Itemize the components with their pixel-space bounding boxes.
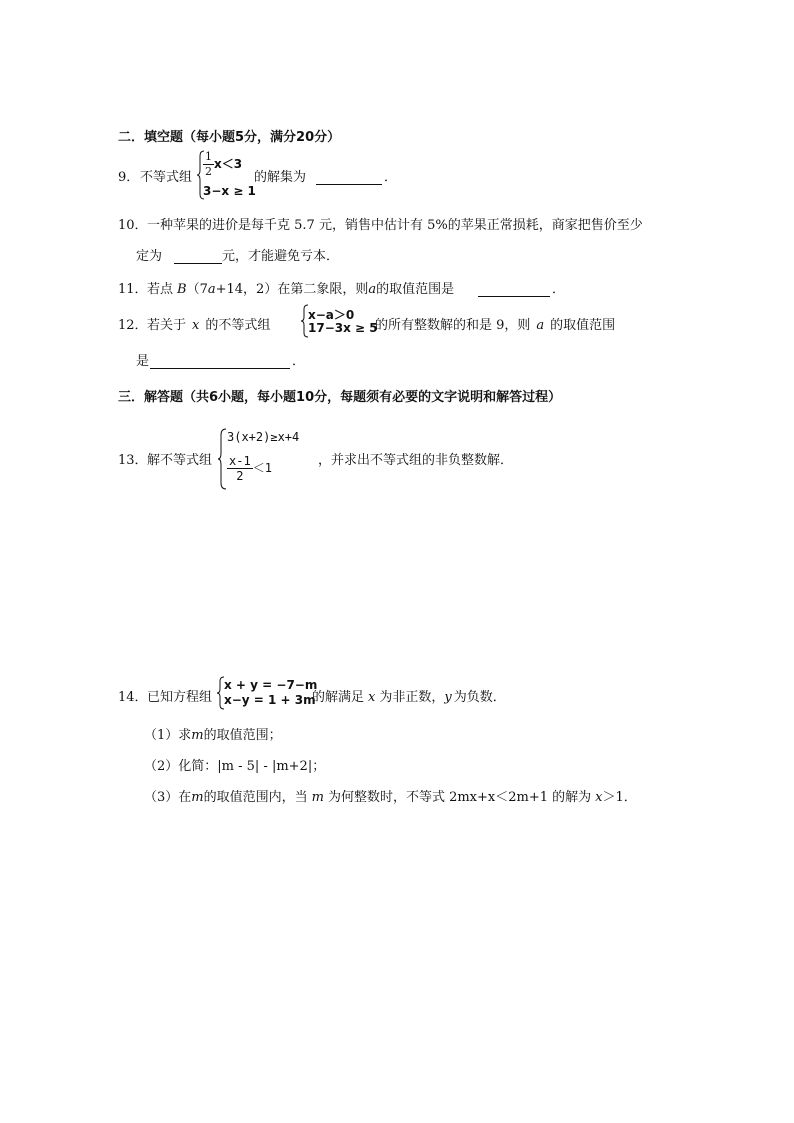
q14-y: y [444,690,452,705]
q14-p3-m1: m [191,790,204,805]
q9-frac-den: 2 [205,165,212,178]
q14-text [312,690,506,706]
q13-system-line1: 3(x+2)≥x+4 [227,430,300,444]
q14-p3-d: ＞1． [602,790,637,805]
section-3-title: 三．解答题（共6小题，每小题10分，每题须有必要的文字说明和解答过程） [118,390,562,405]
q13-prefix: 解不等式组 [147,453,213,468]
q13-system-line2 [227,454,272,483]
q9-system-line2: 3−x ≥ 1 [203,184,256,198]
q14-p3-m2: m [311,790,324,805]
q11-number: 11． [118,282,148,297]
q14-p3-c: 为何整数时，不等式 2mx+x＜2m+1 的解为 [327,790,592,805]
q11-text [147,282,454,298]
q14-p3-a: （3）在 [144,790,192,805]
q14-p3-x: x [595,790,603,805]
q9-frac-num: 1 [205,150,212,163]
q14-system-line1: x + y = −7−m [224,678,318,692]
q9-line1-rest: x＜3 [214,157,243,171]
q11-var-a2: a [368,282,377,297]
q10-line2-b: 元，才能避免亏本． [222,249,340,264]
q11-point: B [177,282,187,297]
q12-text-b [375,318,615,334]
q13-suffix: ，并求出不等式组的非负整数解． [318,453,514,468]
q11-a: 若点 [147,282,174,297]
q14-p1-m: m [191,728,204,743]
q9-end: ． [384,170,398,185]
q14-p1-a: （1）求 [144,728,192,743]
q12-var-a: a [536,318,545,333]
q9-answer-blank[interactable] [316,168,382,185]
q9-system-line1 [203,150,242,179]
q12-system-line2: 17−3x ≥ 5 [308,321,378,335]
q14-part-2: （2）化简：|m - 5| - |m+2|； [144,759,326,774]
q11-d: 的取值范围是 [376,282,455,297]
q13-number: 13． [118,453,148,468]
q13-line2-rest: ＜1 [252,461,272,475]
q12-answer-blank[interactable] [150,352,290,369]
q14-system-line2: x−y = 1 + 3m [224,693,316,707]
q13-frac-num: x-1 [229,454,251,468]
q11-answer-blank[interactable] [478,280,550,297]
q12-number: 12． [118,318,148,333]
q11-end: ． [552,282,566,297]
q12-b: 的不等式组 [205,318,271,333]
q12-text-a [147,318,270,334]
q10-answer-blank[interactable] [174,247,222,264]
q12-d: 的取值范围 [550,318,616,333]
q12-system-line1: x−a＞0 [308,308,355,322]
q14-part-3 [144,790,637,806]
section-2-title: 二．填空题（每小题5分，满分20分） [118,130,341,145]
q12-a: 若关于 [147,318,187,333]
q11-c: +14，2）在第二象限，则 [215,282,369,297]
q14-p1-b: 的取值范围； [203,728,282,743]
q9-prefix: 不等式组 [140,170,193,185]
q12-x: x [192,318,200,333]
q12-end: ． [292,354,306,369]
q14-number: 14． [118,690,148,705]
q9-number: 9． [118,170,140,185]
q12-line2-a: 是 [136,354,150,369]
q13-frac-den: 2 [236,469,244,483]
q14-p3-b: 的取值范围内，当 [203,790,308,805]
q13-brace [218,428,227,490]
q11-b: （7 [186,282,208,297]
q10-line2-a: 定为 [136,249,163,264]
q14-part-1 [144,728,282,744]
q14-c: 为负数． [453,690,506,705]
q14-x: x [368,690,376,705]
q14-b: 为非正数， [379,690,445,705]
q14-prefix: 已知方程组 [147,690,213,705]
q11-var-a: a [207,282,216,297]
q12-c: 的所有整数解的和是 9，则 [375,318,531,333]
q10-line1: 一种苹果的进价是每千克 5.7 元，销售中估计有 5%的苹果正常损耗，商家把售价至少 [147,218,643,233]
q9-suffix: 的解集为 [254,170,307,185]
q14-a: 的解满足 [312,690,365,705]
q10-number: 10． [118,218,148,233]
